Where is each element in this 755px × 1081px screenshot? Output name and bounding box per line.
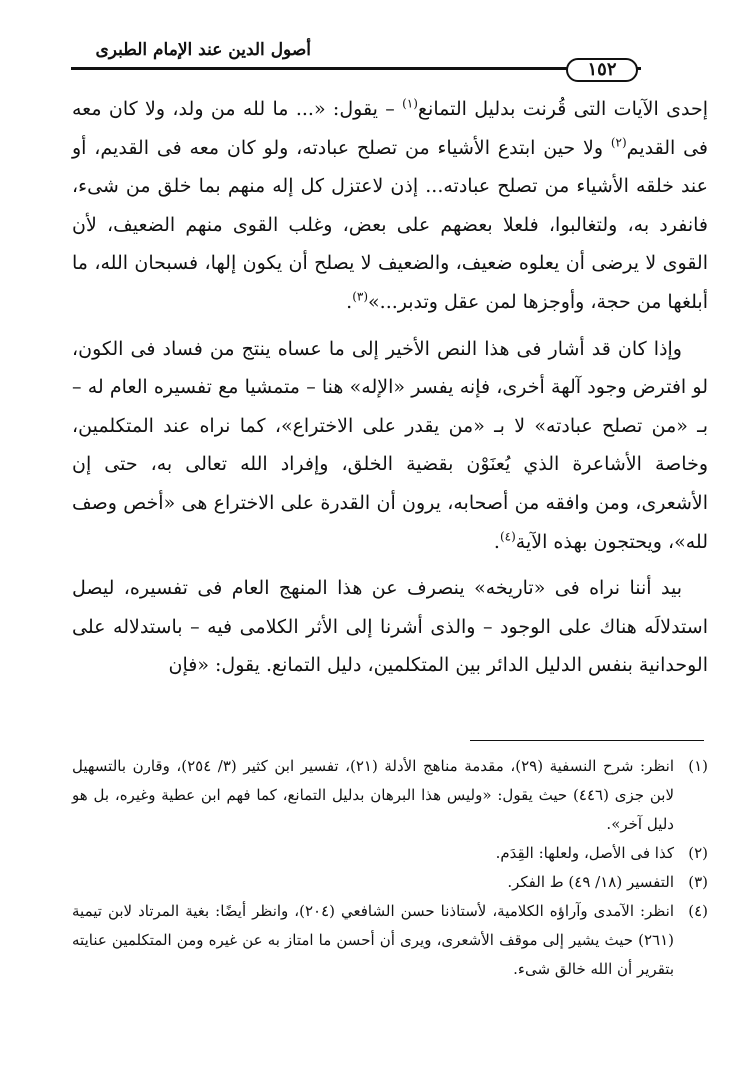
- footnote-text: انظر: شرح النسفية (٢٩)، مقدمة مناهج الأدلة (٢١)، تفسير ابن كثير (٣/ ٢٥٤)، وقارن بالتسهيل لابن جزى (٤٤٦) حيث يقول: «وليس هذا البرهان بدليل التمانع، كما فهم ابن عطية وغيره، بل هو دليل آخر».: [72, 757, 675, 833]
- main-text: [72, 90, 708, 693]
- footnote-ref-4: (٤): [499, 529, 516, 544]
- paragraph-1-part-3: ولا حين ابتدع الأشياء من تصلح عبادته، ولو كان معه فى القديم، أو عند خلقه الأشياء من تصلح عبادته... إذن لاعتزل كل إله منهم بما خلق من شىء، فانفرد به، ولتغالبوا، فلعلا بعضهم على بعض، وغلب القوى منهم الضعيف، لأن القوى لا يرضى أن يعلوه ضعيف، والضعيف لا يصلح أن يكون إلها، فسبحان الله، ما أبلغها من حجة، وأوجزها لمن عقل وتدبر...»: [72, 136, 708, 313]
- footnote-ref-2: (٢): [610, 135, 627, 150]
- paragraph-1-part-1: إحدى الآيات التى قُرنت بدليل التمانع: [417, 98, 708, 120]
- paragraph-3-part-1: بيد أننا نراه فى «تاريخه» ينصرف عن هذا المنهج العام فى تفسيره، ليصل استدلالَه هناك على الوجود – والذى أشرنا إلى الأثر الكلامى فيه – باستدلاله على الوحدانية بنفس الدليل الدائر بين المتكلمين، دليل التمانع. يقول: «فإن: [72, 577, 708, 677]
- footnote-2: [72, 839, 708, 868]
- paragraph-1: [72, 90, 708, 322]
- footnote-separator: [470, 740, 704, 741]
- header-rule: [71, 67, 641, 70]
- paragraph-2: [72, 330, 708, 562]
- page-number: ١٥٢: [566, 58, 638, 82]
- footnote-text: انظر: الآمدى وآراؤه الكلامية، لأستاذنا حسن الشافعي (٢٠٤)، وانظر أيضًا: بغية المرتاد لابن تيمية (٢٦١) حيث يشير إلى موقف الأشعرى، ويرى أن أحسن ما امتاز به عن غيره ومن المتكلمين عنايته بتقرير أن الله خالق شىء.: [72, 902, 675, 978]
- footnote-1: [72, 752, 708, 839]
- footnote-number: (٤): [688, 902, 708, 920]
- footnote-4: [72, 897, 708, 984]
- footnote-text: التفسير (١٨/ ٤٩) ط الفكر.: [507, 873, 674, 891]
- footnote-number: (٣): [688, 873, 708, 891]
- running-title: أصول الدين عند الإمام الطبرى: [95, 40, 311, 60]
- footnote-3: [72, 868, 708, 897]
- footnote-number: (١): [688, 757, 708, 775]
- paragraph-1-part-4: .: [346, 290, 353, 313]
- footnote-number: (٢): [688, 844, 708, 862]
- footnote-text: كذا فى الأصل، ولعلها: القِدَم.: [495, 844, 674, 862]
- paragraph-2-part-2: .: [493, 530, 500, 553]
- footnote-ref-3: (٣): [352, 289, 369, 304]
- footnotes: [72, 752, 708, 984]
- paragraph-3: [72, 569, 708, 685]
- footnote-ref-1: (١): [402, 96, 418, 111]
- paragraph-1-part-2: – يقول: «... ما لله من ولد، ولا كان معه فى القديم: [72, 98, 708, 159]
- paragraph-2-part-1: وإذا كان قد أشار فى هذا النص الأخير إلى ما عساه ينتج من فساد فى الكون، لو افترض وجود آلهة أخرى، فإنه يفسر «الإله» هنا – متمشيا مع تفسيره العام له – بـ «من تصلح عبادته» لا بـ «من يقدر على الاختراع»، كما نراه عند المتكلمين، وخاصة الأشاعرة الذي يُعنَوْن بقضية الخلق، وإفراد الله تعالى به، حتى إن الأشعرى، ومن وافقه من أصحابه، يرون أن القدرة على الاختراع هى «أخص وصف لله»، ويحتجون بهذه الآية: [72, 337, 708, 553]
